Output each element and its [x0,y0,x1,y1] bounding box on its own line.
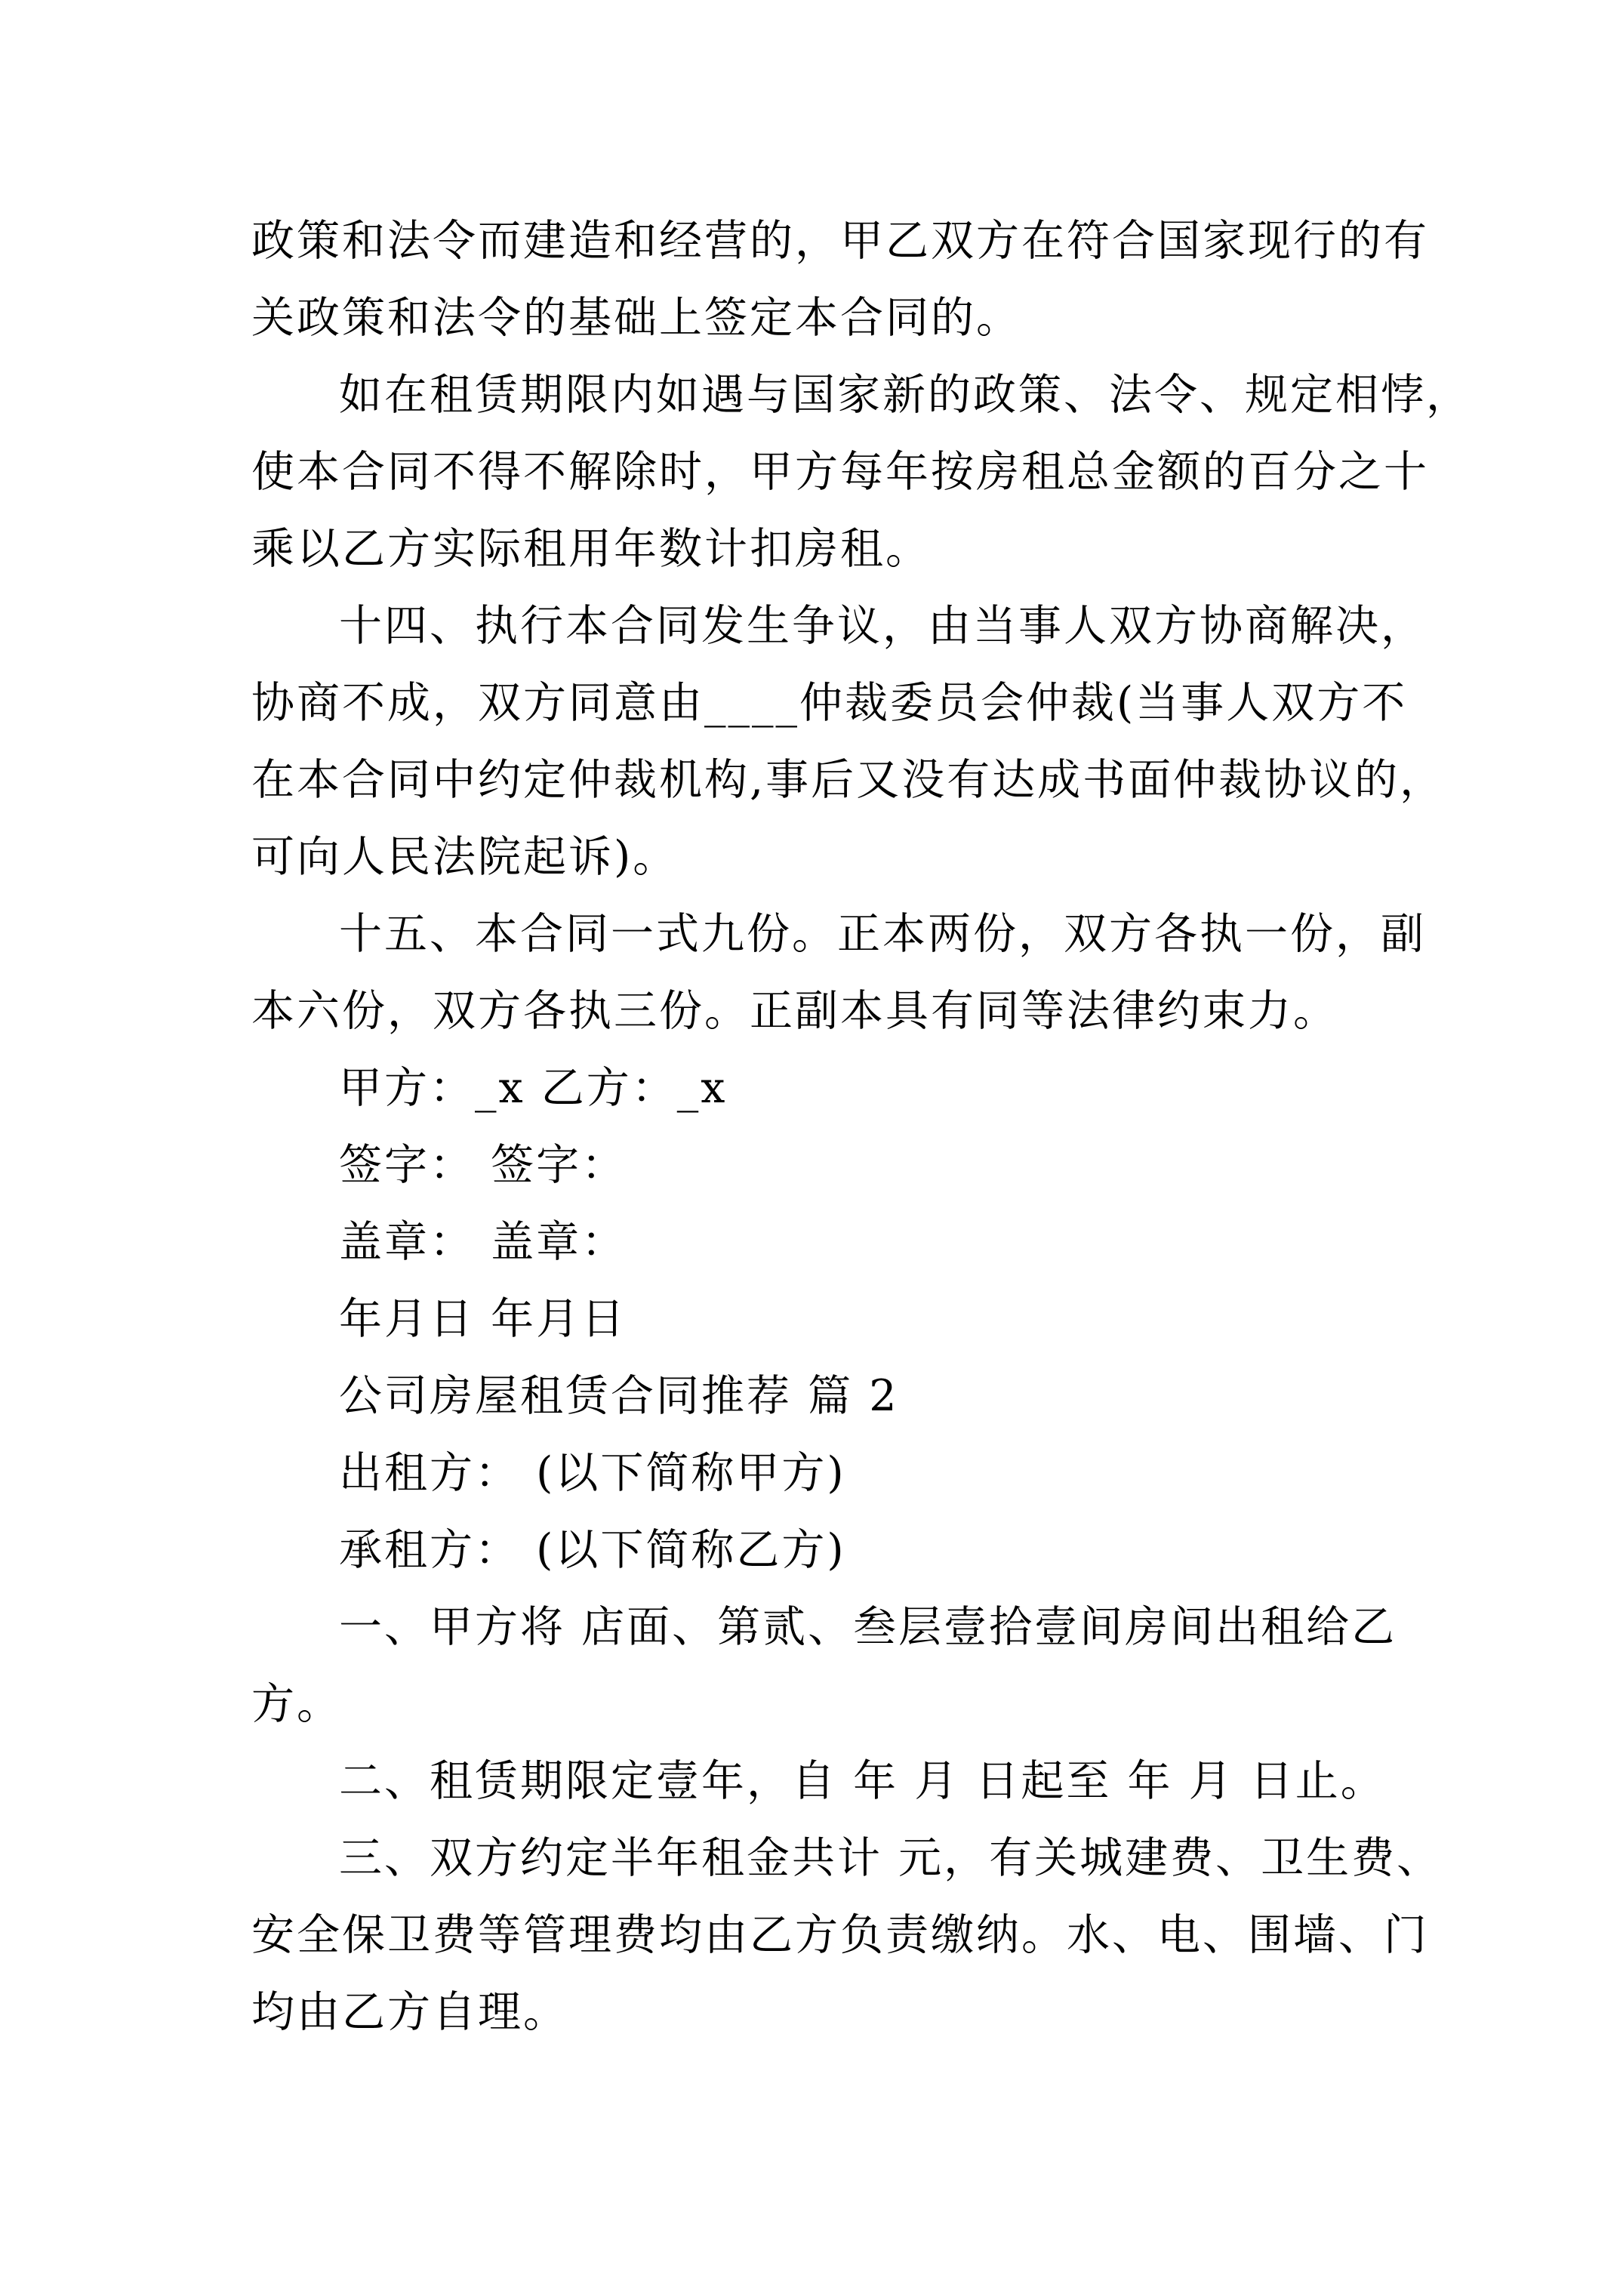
clause-14-line: 十四、执行本合同发生争议，由当事人双方协商解决， [339,601,1426,651]
document-body [251,202,1471,2051]
clause-15-line: 十五、本合同一式九份。正本两份，双方各执一份，副 [339,909,1426,959]
text-line: 乘以乙方实际租用年数计扣房租。 [251,524,931,574]
clause-1-line: 一、甲方将 店面、第贰、叁层壹拾壹间房间出租给乙 [339,1602,1397,1652]
lessee-line: 承租方： (以下简称乙方) [339,1525,846,1575]
paragraph-line: 如在租赁期限内如遇与国家新的政策、法令、规定相悖， [339,370,1471,420]
clause-2-line: 二、租赁期限定壹年，自 年 月 日起至 年 月 日止。 [339,1756,1386,1806]
text-line: 关政策和法令的基础上签定本合同的。 [251,293,1021,343]
text-line: 政策和法令而建造和经营的，甲乙双方在符合国家现行的有 [251,216,1429,266]
text-line: 协商不成，双方同意由____仲裁委员会仲裁(当事人双方不 [251,678,1408,728]
text-line: 均由乙方自理。 [251,1987,568,2037]
date-line: 年月日 年月日 [339,1294,627,1344]
clause-3-line: 三、双方约定半年租金共计 元，有关城建费、卫生费、 [339,1833,1443,1883]
text-line: 使本合同不得不解除时，甲方每年按房租总金额的百分之十 [251,447,1429,497]
lessor-line: 出租方： (以下简称甲方) [339,1448,846,1498]
text-line: 方。 [251,1679,342,1729]
text-line: 可向人民法院起诉)。 [251,832,679,882]
text-line: 在本合同中约定仲裁机构,事后又没有达成书面仲裁协议的， [251,755,1446,805]
party-line: 甲方：_x 乙方：_x [339,1063,728,1113]
seal-line: 盖章： 盖章： [339,1217,627,1267]
section-title: 公司房屋租赁合同推荐 篇 2 [339,1371,899,1421]
text-line: 安全保卫费等管理费均由乙方负责缴纳。水、电、围墙、门 [251,1910,1429,1960]
signature-line: 签字： 签字： [339,1140,627,1190]
text-line: 本六份，双方各执三份。正副本具有同等法律约束力。 [251,986,1338,1036]
